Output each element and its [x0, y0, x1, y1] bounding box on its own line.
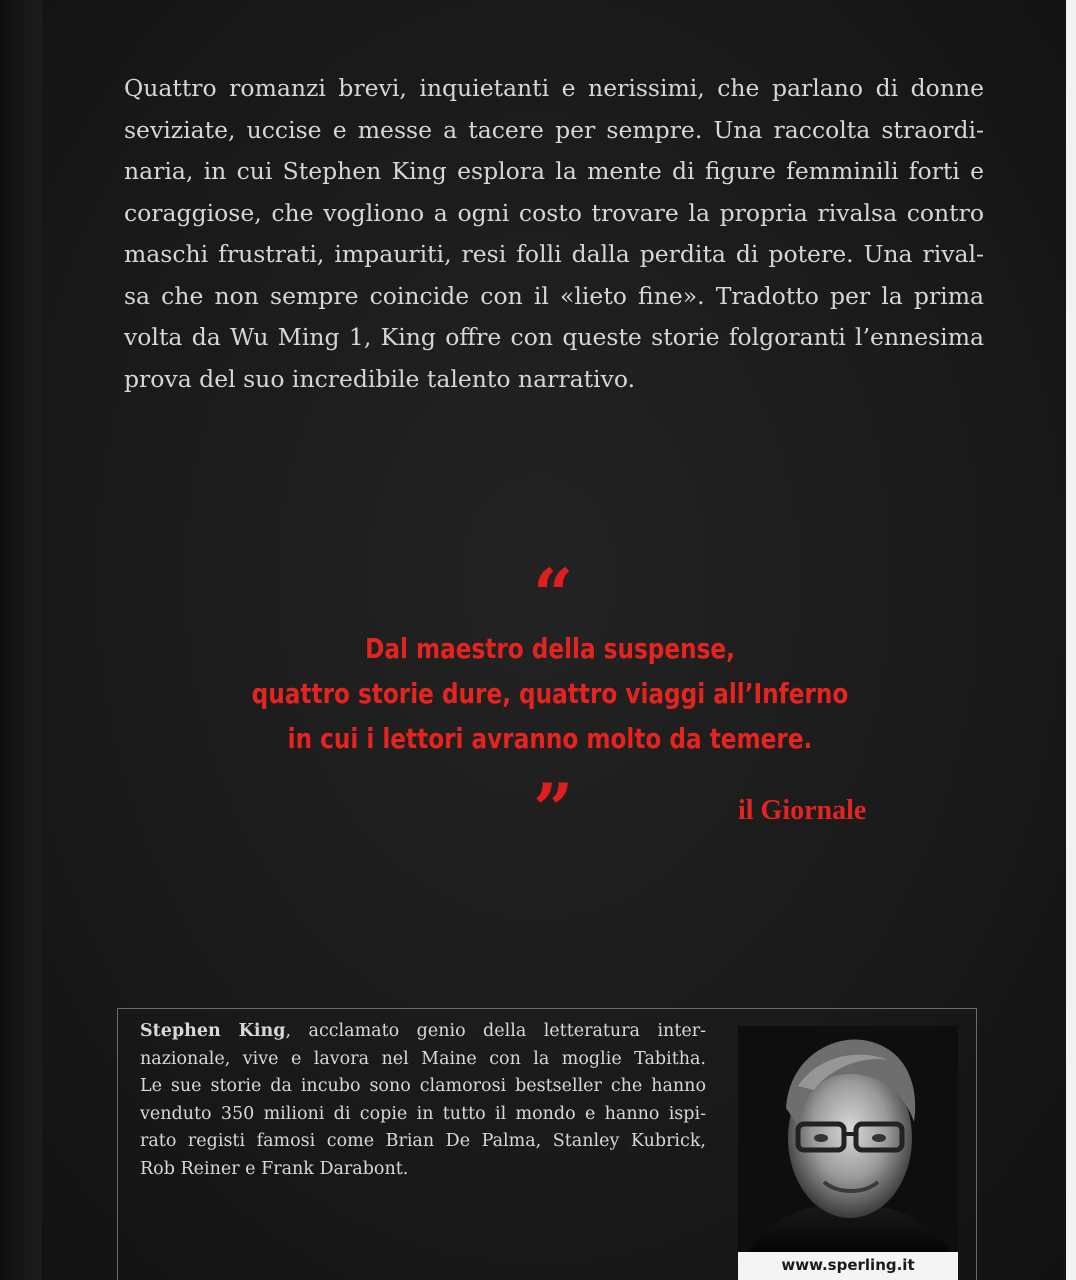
blurb-line: maschi frustrati, impauriti, resi folli dalla perdita di potere. Una rival- [124, 240, 984, 268]
author-bio [140, 1018, 706, 1183]
press-quote [210, 626, 891, 761]
blurb-line: seviziate, uccise e messe a tacere per sempre. Una raccolta straordi- [124, 115, 984, 144]
blurb-line: coraggiose, che vogliono a ogni costo trovare la propria rivalsa contro [124, 198, 984, 227]
quote-source: il Giornale [738, 795, 867, 826]
cover-spine-edge [0, 0, 42, 1280]
close-quote-mark: ” [533, 768, 568, 851]
blurb-line: naria, in cui Stephen King esplora la mente di figure femminili forti e [124, 157, 984, 185]
open-quote-mark: “ [533, 553, 568, 636]
blurb-line: prova del suo incredibile talento narrativo. [124, 364, 636, 393]
book-blurb [124, 68, 984, 400]
blurb-line: sa che non sempre coincide con il «lieto fine». Tradotto per la prima [124, 281, 984, 310]
bio-line: venduto 350 milioni di copie in tutto il mondo e hanno ispi- [140, 1103, 706, 1124]
bio-first-line-rest: , acclamato genio della letteratura inter- [285, 1021, 706, 1041]
blurb-line: Quattro romanzi brevi, inquietanti e nerissimi, che parlano di donne [124, 74, 984, 102]
author-portrait-icon [738, 1026, 958, 1252]
quote-line: quattro storie dure, quattro viaggi all’Inferno [251, 677, 849, 710]
publisher-website[interactable]: www.sperling.it [738, 1252, 958, 1280]
quote-line: Dal maestro della suspense, [365, 632, 735, 665]
bio-line: nazionale, vive e lavora nel Maine con la moglie Tabitha. [140, 1048, 706, 1069]
author-name: Stephen King [140, 1021, 286, 1041]
author-photo [738, 1026, 958, 1252]
bio-line: Rob Reiner e Frank Darabont. [140, 1158, 409, 1179]
blurb-line: volta da Wu Ming 1, King offre con queste storie folgoranti l’ennesima [124, 323, 984, 351]
quote-line: in cui i lettori avranno molto da temere. [287, 722, 813, 755]
bio-line [140, 1018, 706, 1046]
scan-right-margin [1066, 0, 1076, 1280]
bio-line: rato registi famosi come Brian De Palma, Stanley Kubrick, [140, 1131, 706, 1151]
bio-line: Le sue storie da incubo sono clamorosi bestseller che hanno [140, 1076, 706, 1096]
